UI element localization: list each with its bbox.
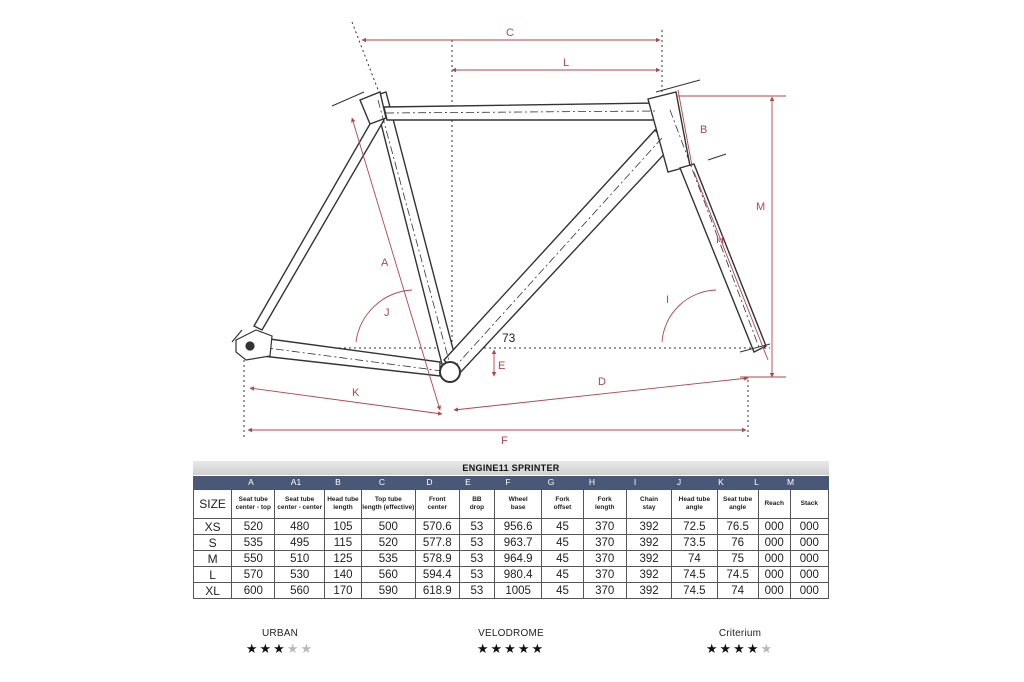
column-header [672, 490, 717, 519]
table-header-row [194, 490, 829, 519]
column-header-line: angle [685, 504, 703, 511]
rear-dropout [232, 330, 272, 360]
size-header: SIZE [194, 490, 232, 519]
column-letter: I [633, 477, 637, 487]
star-empty-icon: ★ [760, 641, 775, 656]
column-header-line: angle [729, 504, 747, 511]
letter-header-band [193, 476, 829, 489]
fork [680, 164, 766, 352]
column-header-line: length [333, 504, 353, 511]
table-cell: 000 [758, 551, 790, 567]
table-cell: 480 [275, 519, 324, 535]
column-header-line: center [427, 504, 447, 511]
rating-criterium [670, 628, 810, 657]
dim-i [250, 388, 442, 414]
table-cell: 53 [459, 519, 494, 535]
rating-label: Criterium [718, 628, 762, 639]
label-h: H [716, 234, 724, 246]
table-cell: 578.9 [415, 551, 459, 567]
column-header-line: Fork [597, 496, 612, 503]
column-header [494, 490, 541, 519]
table-cell: 000 [758, 535, 790, 551]
column-header [583, 490, 626, 519]
table-cell: 000 [758, 519, 790, 535]
table-cell: 560 [362, 567, 416, 583]
column-header-line: Front [428, 496, 446, 503]
column-letter: K [718, 477, 724, 487]
table-cell: 530 [275, 567, 324, 583]
label-a: A [381, 257, 389, 269]
table-cell: 560 [275, 583, 324, 599]
star-filled-icon: ★ [517, 641, 532, 656]
table-cell: 74.5 [672, 583, 717, 599]
table-cell: 140 [324, 567, 361, 583]
table-cell: 74 [672, 551, 717, 567]
column-header-line: Seat tube [723, 496, 753, 503]
table-cell: 000 [790, 567, 828, 583]
column-header [459, 490, 494, 519]
chain-stay [262, 338, 440, 376]
table-cell: 520 [232, 519, 275, 535]
column-letter: H [588, 477, 596, 487]
table-cell: 500 [362, 519, 416, 535]
table-cell: 75 [717, 551, 758, 567]
angle-j-arc [662, 290, 716, 342]
label-i: K [352, 387, 360, 399]
table-cell: 618.9 [415, 583, 459, 599]
table-cell: 392 [626, 535, 671, 551]
table-cell: 115 [324, 535, 361, 551]
table-cell: 370 [583, 583, 626, 599]
table-cell: 72.5 [672, 519, 717, 535]
column-header [626, 490, 671, 519]
table-cell: 980.4 [494, 567, 541, 583]
table-row [194, 535, 829, 551]
table-cell: 45 [542, 551, 583, 567]
table-cell: 964.9 [494, 551, 541, 567]
table-cell: 594.4 [415, 567, 459, 583]
dimension-lines [248, 40, 786, 430]
table-cell: 53 [459, 567, 494, 583]
table-cell: 577.8 [415, 535, 459, 551]
column-letter: F [505, 477, 511, 487]
label-k: J [384, 307, 390, 319]
column-header [542, 490, 583, 519]
column-letter: C [378, 477, 386, 487]
column-header-line: Chain [640, 496, 659, 503]
size-cell: M [194, 551, 232, 567]
table-cell: 76.5 [717, 519, 758, 535]
table-cell: 520 [362, 535, 416, 551]
table-cell: 74 [717, 583, 758, 599]
table-cell: 590 [362, 583, 416, 599]
star-filled-icon: ★ [245, 641, 260, 656]
column-header-line: Top tube [374, 496, 402, 503]
table-cell: 370 [583, 551, 626, 567]
star-filled-icon: ★ [504, 641, 518, 656]
column-header-line: offset [553, 504, 572, 511]
column-header-line: Seat tube [285, 496, 315, 503]
column-header-line: center - top [235, 504, 271, 511]
column-letter: A1 [290, 477, 302, 487]
table-row [194, 583, 829, 599]
size-cell: S [194, 535, 232, 551]
table-cell: 000 [790, 551, 828, 567]
table-cell: 370 [583, 567, 626, 583]
rating-velodrome [441, 628, 581, 657]
table-cell: 53 [459, 583, 494, 599]
table-cell: 105 [324, 519, 361, 535]
column-header-line: stay [642, 504, 656, 511]
column-header-line: BB [472, 496, 482, 503]
bottom-bracket [440, 362, 460, 382]
table-cell: 510 [275, 551, 324, 567]
column-header-line: Stack [800, 500, 819, 507]
column-header-line: Reach [764, 500, 784, 507]
table-cell: 392 [626, 567, 671, 583]
star-filled-icon: ★ [259, 641, 274, 656]
table-cell: 392 [626, 551, 671, 567]
rating-urban [210, 628, 350, 657]
column-header-line: Head tube [327, 496, 359, 503]
table-cell: 000 [758, 567, 790, 583]
rating-label: VELODROME [478, 628, 544, 639]
table-cell: 963.7 [494, 535, 541, 551]
size-cell: XL [194, 583, 232, 599]
table-cell: 73.5 [672, 535, 717, 551]
table-cell: 74.5 [717, 567, 758, 583]
column-header-line: drop [469, 504, 485, 511]
table-cell: 000 [758, 583, 790, 599]
table-cell: 1005 [494, 583, 541, 599]
column-letter: A [248, 477, 254, 487]
table-cell: 45 [542, 583, 583, 599]
table-cell: 956.6 [494, 519, 541, 535]
table-cell: 535 [362, 551, 416, 567]
table-cell: 570.6 [415, 519, 459, 535]
table-cell: 550 [232, 551, 275, 567]
column-header [758, 490, 790, 519]
table-cell: 370 [583, 535, 626, 551]
star-rating [210, 641, 350, 657]
table-cell: 000 [790, 583, 828, 599]
star-filled-icon: ★ [273, 641, 287, 656]
column-header-line: Fork [555, 496, 570, 503]
table-title: ENGINE11 SPRINTER [193, 461, 829, 475]
table-row [194, 551, 829, 567]
column-letter: B [335, 477, 341, 487]
table-cell: 45 [542, 567, 583, 583]
label-j: I [666, 294, 670, 306]
column-letter: D [426, 477, 433, 487]
star-filled-icon: ★ [746, 641, 761, 656]
table-row [194, 567, 829, 583]
label-e: E [498, 360, 506, 372]
column-header [362, 490, 416, 519]
table-cell: 392 [626, 583, 671, 599]
star-empty-icon: ★ [286, 641, 301, 656]
column-header-line: center - center [277, 504, 323, 511]
label-d: D [598, 376, 606, 388]
rating-label: URBAN [261, 628, 298, 639]
column-header-line: length (effective) [362, 504, 415, 511]
column-header-line: length [594, 504, 615, 511]
table-cell: 392 [626, 519, 671, 535]
column-letter: L [754, 477, 759, 487]
table-cell: 76 [717, 535, 758, 551]
column-header-line: base [510, 504, 526, 511]
column-header [232, 490, 275, 519]
table-cell: 570 [232, 567, 275, 583]
column-letter: J [676, 477, 682, 487]
star-filled-icon: ★ [476, 641, 491, 656]
label-l: L [563, 57, 570, 69]
label-f: F [501, 435, 508, 447]
geometry-table [193, 461, 829, 599]
table-cell: 53 [459, 551, 494, 567]
column-header [790, 490, 828, 519]
table-cell: 600 [232, 583, 275, 599]
size-cell: XS [194, 519, 232, 535]
column-letter: M [786, 477, 795, 487]
star-filled-icon: ★ [705, 641, 720, 656]
star-rating [441, 641, 581, 657]
table-cell: 495 [275, 535, 324, 551]
letter-spacer [193, 476, 230, 489]
label-c: C [506, 27, 514, 39]
column-header-line: Wheel [508, 496, 528, 503]
column-header [415, 490, 459, 519]
table-cell: 000 [790, 519, 828, 535]
column-header [275, 490, 324, 519]
star-rating [670, 641, 810, 657]
column-header-line: Seat tube [238, 496, 268, 503]
size-cell: L [194, 567, 232, 583]
label-m: M [756, 201, 766, 213]
top-tube [384, 103, 660, 120]
star-filled-icon: ★ [719, 641, 734, 656]
table-cell: 535 [232, 535, 275, 551]
table-cell: 370 [583, 519, 626, 535]
star-filled-icon: ★ [490, 641, 505, 656]
column-letter: E [465, 477, 471, 487]
star-empty-icon: ★ [300, 641, 315, 656]
table-cell: 170 [324, 583, 361, 599]
reference-lines [244, 22, 770, 440]
table-row [194, 519, 829, 535]
star-filled-icon: ★ [733, 641, 747, 656]
table-cell: 74.5 [672, 567, 717, 583]
table-cell: 45 [542, 535, 583, 551]
column-header [324, 490, 361, 519]
table-cell: 45 [542, 519, 583, 535]
label-b: B [700, 124, 708, 136]
geometry-grid [193, 489, 829, 599]
column-letter: G [547, 477, 555, 487]
table-cell: 53 [459, 535, 494, 551]
star-filled-icon: ★ [531, 641, 546, 656]
table-cell: 125 [324, 551, 361, 567]
column-header [717, 490, 758, 519]
angle-73-label: 73 [502, 331, 516, 345]
table-cell: 000 [790, 535, 828, 551]
column-header-line: Head tube [678, 496, 711, 503]
seat-stay [254, 110, 384, 330]
